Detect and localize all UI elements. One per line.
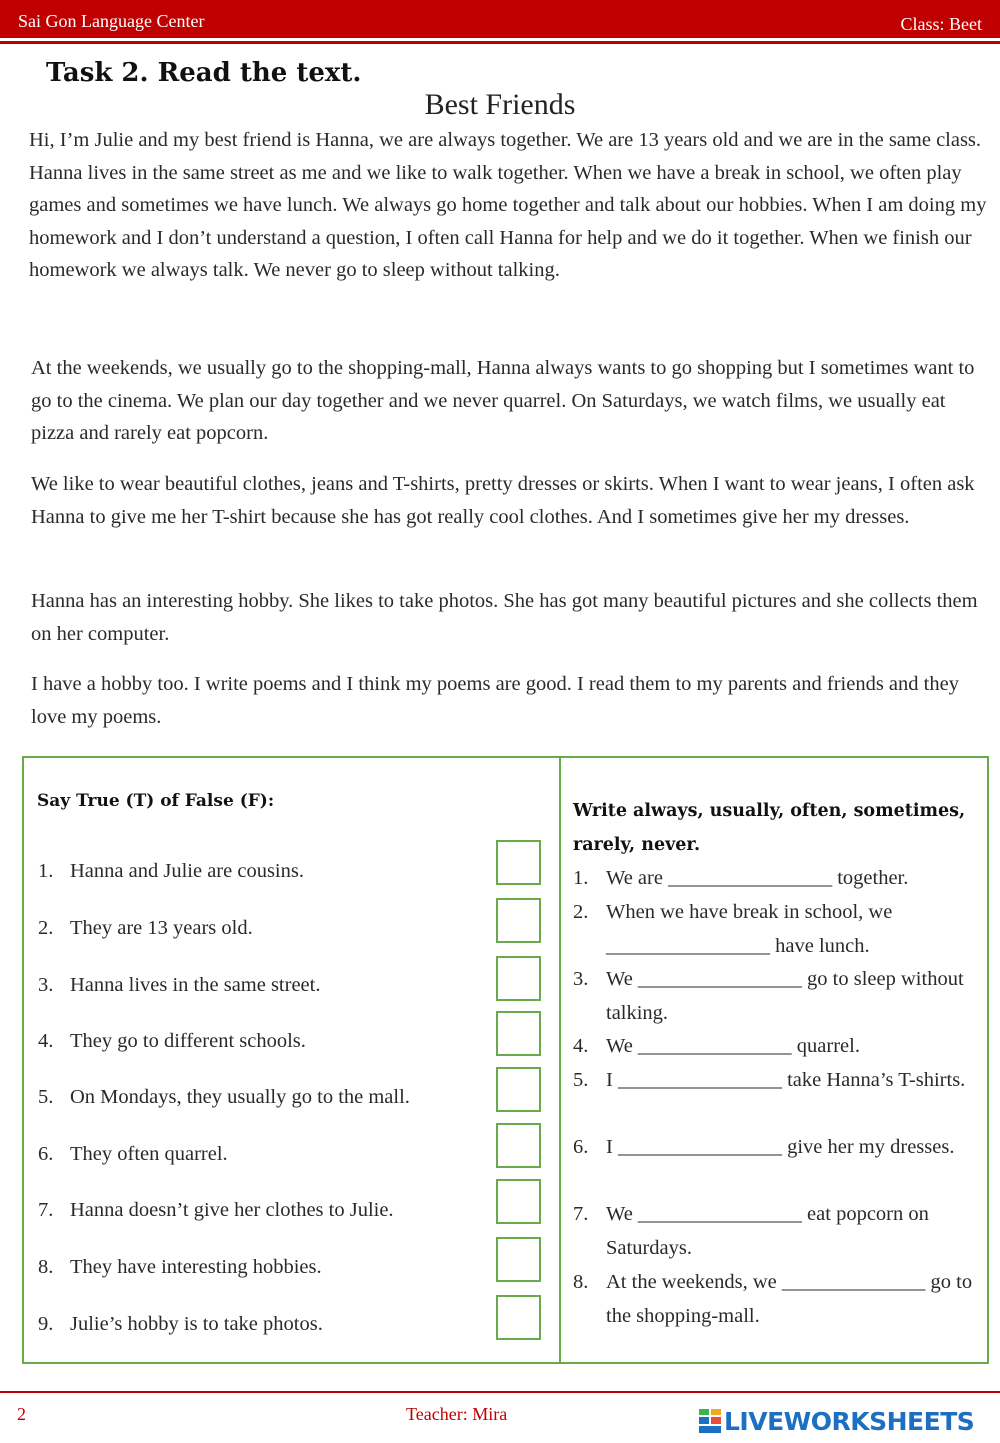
tf-answer-box-2[interactable] [496,898,541,943]
exercise-box [22,756,989,1364]
paragraph-1: Hi, I’m Julie and my best friend is Hanna, we are always together. We are 13 years old and we are in the same class. Hanna lives in the same street as me and we like to walk together. When we have a break in school, we often play games and sometimes we have lunch. We always go home together and talk about our hobbies. When I am doing my homework and I don’t understand a question, I often call Hanna for help and we do it together. When we finish our homework we always talk. We never go to sleep without talking. [29,129,987,282]
tf-statement-9 [38,1313,323,1336]
fill-sentence-7 [573,1198,983,1265]
liveworksheets-logo-icon [698,1407,722,1435]
tf-number: 5. [38,1086,54,1108]
tf-number: 4. [38,1030,54,1052]
fill-number: 7. [573,1203,589,1225]
fill-sentence-6 [573,1131,983,1165]
tf-answer-box-6[interactable] [496,1123,541,1168]
teacher-name: Teacher: Mira [406,1404,508,1424]
tf-text: Hanna and Julie are cousins. [70,860,304,882]
tf-answer-box-8[interactable] [496,1237,541,1282]
fill-sentence-5 [573,1064,983,1098]
tf-text: Julie’s hobby is to take photos. [70,1313,323,1335]
tf-text: They have interesting hobbies. [70,1256,322,1278]
fill-text[interactable]: We are ________________ together. [606,867,909,889]
tf-answer-box-9[interactable] [496,1295,541,1340]
paragraph-5: I have a hobby too. I write poems and I think my poems are good. I read them to my parents and friends and they love my poems. [31,673,959,728]
fill-text[interactable]: At the weekends, we ______________ go to the shopping-mall. [606,1271,973,1327]
school-name: Sai Gon Language Center [18,11,205,31]
page-number: 2 [17,1404,26,1424]
tf-statement-3 [38,974,320,997]
true-false-heading: Say True (T) of False (F): [37,791,275,811]
tf-answer-box-5[interactable] [496,1067,541,1112]
brand-name: LIVEWORKSHEETS [724,1406,975,1436]
tf-statement-2 [38,917,253,940]
tf-number: 3. [38,974,54,996]
fill-sentence-8 [573,1266,983,1333]
tf-text: They go to different schools. [70,1030,306,1052]
tf-answer-box-7[interactable] [496,1179,541,1224]
liveworksheets-brand[interactable] [698,1404,974,1438]
tf-answer-box-4[interactable] [496,1011,541,1056]
fill-number: 8. [573,1271,589,1293]
tf-text: They are 13 years old. [70,917,253,939]
fill-number: 6. [573,1136,589,1158]
footer-line [0,1391,1000,1393]
tf-number: 8. [38,1256,54,1278]
fill-text[interactable]: I ________________ take Hanna’s T-shirts. [606,1069,966,1091]
fill-sentence-1 [573,862,983,896]
tf-statement-6 [38,1143,228,1166]
tf-statement-7 [38,1199,394,1222]
tf-number: 2. [38,917,54,939]
fill-sentence-2 [573,896,983,963]
tf-text: Hanna lives in the same street. [70,974,321,996]
tf-answer-box-1[interactable] [496,840,541,885]
tf-text: On Mondays, they usually go to the mall. [70,1086,410,1108]
reading-title: Best Friends [424,88,576,121]
tf-statement-1 [38,860,304,883]
fill-number: 1. [573,867,589,889]
tf-number: 6. [38,1143,54,1165]
exercise-divider [559,758,561,1362]
tf-statement-8 [38,1256,322,1279]
paragraph-3: We like to wear beautiful clothes, jeans and T-shirts, pretty dresses or skirts. When I want to wear jeans, I often ask Hanna to give me her T-shirt because she has got really cool clothes. And I sometimes give her my dresses. [31,473,975,528]
header-underline [0,41,1000,44]
fill-text[interactable]: We _______________ quarrel. [606,1035,860,1057]
fill-text[interactable]: We ________________ go to sleep without talking. [606,968,964,1024]
fill-in-heading: Write always, usually, often, sometimes, rarely, never. [573,801,966,855]
paragraph-4: Hanna has an interesting hobby. She likes to take photos. She has got many beautiful pictures and she collects them on her computer. [31,590,978,645]
fill-number: 2. [573,901,589,923]
task-title: Task 2. Read the text. [46,58,362,88]
tf-answer-box-3[interactable] [496,956,541,1001]
fill-number: 4. [573,1035,589,1057]
tf-statement-5 [38,1086,410,1109]
tf-text: They often quarrel. [70,1143,228,1165]
fill-number: 3. [573,968,589,990]
tf-number: 1. [38,860,54,882]
tf-statement-4 [38,1030,306,1053]
tf-text: Hanna doesn’t give her clothes to Julie. [70,1199,394,1221]
fill-number: 5. [573,1069,589,1091]
paragraph-2: At the weekends, we usually go to the shopping-mall, Hanna always wants to go shopping but I sometimes want to go to the cinema. We plan our day together and we never quarrel. On Saturdays, we watch films, we usually eat pizza and rarely eat popcorn. [31,357,975,445]
fill-text[interactable]: When we have break in school, we ________________ have lunch. [606,901,893,957]
class-name: Class: Beet [900,14,982,34]
page-header [0,0,1000,48]
fill-sentence-3 [573,963,983,1030]
fill-sentence-4 [573,1030,983,1064]
fill-text[interactable]: I ________________ give her my dresses. [606,1136,955,1158]
fill-text[interactable]: We ________________ eat popcorn on Saturdays. [606,1203,929,1259]
tf-number: 9. [38,1313,54,1335]
tf-number: 7. [38,1199,54,1221]
